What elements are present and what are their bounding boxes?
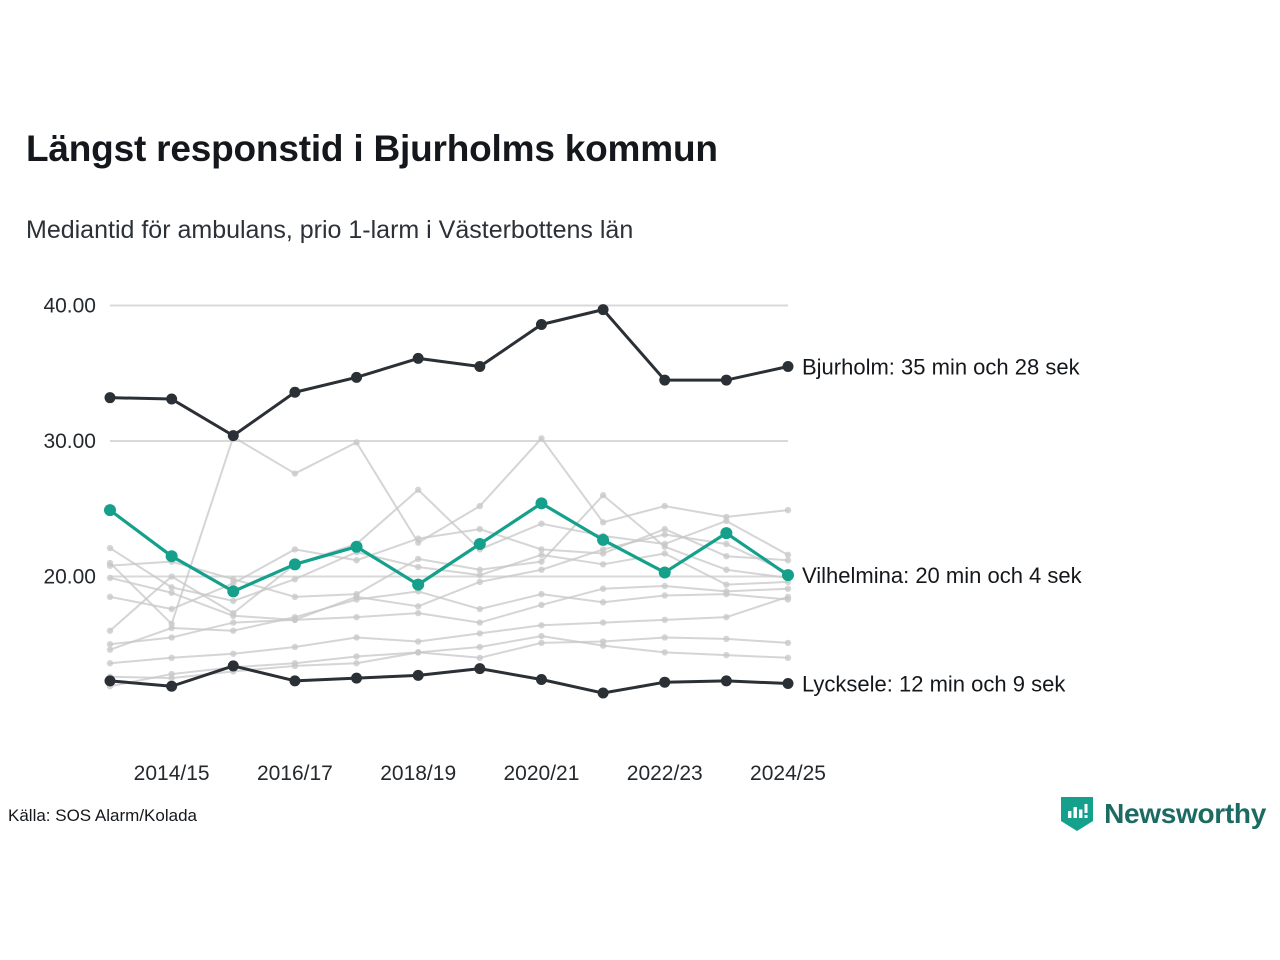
series-point (723, 614, 729, 620)
series-point (292, 470, 298, 476)
series-point (662, 503, 668, 509)
series-point (538, 622, 544, 628)
series-point (351, 541, 363, 553)
series-point (353, 439, 359, 445)
series-point (538, 633, 544, 639)
series-point (600, 561, 606, 567)
series-point (785, 640, 791, 646)
series-point (415, 649, 421, 655)
series-point (785, 655, 791, 661)
series-line (110, 503, 788, 591)
series-point (415, 487, 421, 493)
chart-canvas (0, 270, 1280, 790)
series-point (413, 670, 424, 681)
y-axis-tick-label: 20.00 (43, 565, 96, 589)
series-point (659, 375, 670, 386)
series-point (292, 594, 298, 600)
series-point (477, 606, 483, 612)
series-point (723, 652, 729, 658)
series-point (662, 544, 668, 550)
series-point (353, 660, 359, 666)
series-point (415, 535, 421, 541)
series-point (600, 550, 606, 556)
series-annotation-label: Bjurholm: 35 min och 28 sek (802, 354, 1080, 380)
series-point (600, 599, 606, 605)
series-point (785, 596, 791, 602)
series-point (166, 550, 178, 562)
series-point (168, 606, 174, 612)
series-point (597, 534, 609, 546)
y-axis-tick-label: 30.00 (43, 430, 96, 454)
series-point (412, 579, 424, 591)
series-point (723, 553, 729, 559)
series-line (110, 636, 788, 686)
series-point (720, 527, 732, 539)
series-point (538, 567, 544, 573)
series-point (723, 518, 729, 524)
series-point (351, 673, 362, 684)
series-point (107, 594, 113, 600)
series-point (477, 572, 483, 578)
series-point (166, 681, 177, 692)
series-point (415, 556, 421, 562)
brand-name: Newsworthy (1104, 798, 1266, 829)
series-point (477, 526, 483, 532)
series-point (289, 387, 300, 398)
series-point (477, 655, 483, 661)
series-point (292, 576, 298, 582)
series-point (662, 550, 668, 556)
series-point (723, 636, 729, 642)
series-point (230, 651, 236, 657)
series-point (538, 558, 544, 564)
series-point (168, 655, 174, 661)
series-point (228, 430, 239, 441)
series-point (783, 361, 794, 372)
series-point (538, 591, 544, 597)
series-point (600, 492, 606, 498)
bar-chart-badge-icon (1059, 795, 1095, 833)
series-point (353, 614, 359, 620)
series-point (659, 677, 670, 688)
series-point (474, 361, 485, 372)
series-point (662, 634, 668, 640)
series-point (104, 504, 116, 516)
page-title: Längst responstid i Bjurholms kommun (26, 128, 718, 169)
series-point (783, 678, 794, 689)
series-point (598, 304, 609, 315)
series-point (168, 625, 174, 631)
series-point (723, 541, 729, 547)
series-point (230, 613, 236, 619)
series-point (659, 566, 671, 578)
series-point (662, 526, 668, 532)
series-point (230, 619, 236, 625)
series-annotation-label: Vilhelmina: 20 min och 4 sek (802, 563, 1082, 589)
series-point (600, 519, 606, 525)
series-point (289, 558, 301, 570)
series-point (723, 581, 729, 587)
series-point (168, 584, 174, 590)
series-point (107, 575, 113, 581)
series-point (723, 591, 729, 597)
series-point (538, 602, 544, 608)
series-point (785, 586, 791, 592)
series-point (415, 610, 421, 616)
source-note: Källa: SOS Alarm/Kolada (8, 806, 197, 825)
series-point (662, 617, 668, 623)
series-point (289, 675, 300, 686)
series-point (292, 660, 298, 666)
x-axis-tick-label: 2018/19 (380, 762, 457, 785)
series-point (415, 564, 421, 570)
series-point (166, 394, 177, 405)
series-point (782, 569, 794, 581)
series-point (353, 596, 359, 602)
series-point (292, 614, 298, 620)
series-point (353, 653, 359, 659)
series-point (721, 675, 732, 686)
series-point (105, 675, 116, 686)
series-point (477, 644, 483, 650)
series-point (538, 435, 544, 441)
x-axis-tick-label: 2022/23 (626, 762, 703, 785)
series-point (474, 538, 486, 550)
series-point (600, 586, 606, 592)
series-point (230, 598, 236, 604)
series-point (538, 520, 544, 526)
y-axis-tick-label: 40.00 (43, 294, 96, 318)
series-point (107, 545, 113, 551)
series-point (477, 619, 483, 625)
series-point (538, 640, 544, 646)
series-point (723, 567, 729, 573)
series-point (168, 634, 174, 640)
series-point (477, 630, 483, 636)
series-point (536, 674, 547, 685)
series-point (600, 619, 606, 625)
series-point (351, 372, 362, 383)
series-point (415, 638, 421, 644)
series-point (168, 671, 174, 677)
series-point (785, 507, 791, 513)
series-point (107, 646, 113, 652)
series-point (413, 353, 424, 364)
series-point (227, 585, 239, 597)
series-point (230, 628, 236, 634)
series-point (107, 660, 113, 666)
series-point (415, 603, 421, 609)
series-point (598, 688, 609, 699)
series-point (168, 573, 174, 579)
x-axis-tick-label: 2014/15 (133, 762, 210, 785)
series-annotation-label: Lycksele: 12 min och 9 sek (802, 671, 1066, 697)
series-point (228, 660, 239, 671)
series-point (107, 562, 113, 568)
series-point (662, 583, 668, 589)
series-point (477, 579, 483, 585)
series-point (353, 557, 359, 563)
series-point (107, 628, 113, 634)
series-point (353, 634, 359, 640)
brand-logo (1059, 795, 1266, 833)
x-axis-tick-label: 2020/21 (503, 762, 580, 785)
series-point (662, 592, 668, 598)
series-line (110, 310, 788, 436)
series-point (292, 644, 298, 650)
x-axis-tick-label: 2024/25 (750, 762, 826, 785)
series-point (292, 546, 298, 552)
series-point (535, 497, 547, 509)
series-point (105, 392, 116, 403)
series-point (600, 642, 606, 648)
page-subtitle: Mediantid för ambulans, prio 1-larm i Västerbottens län (26, 216, 634, 244)
series-point (662, 649, 668, 655)
series-point (785, 557, 791, 563)
line-chart (0, 270, 1280, 790)
series-point (474, 663, 485, 674)
x-axis-tick-label: 2016/17 (256, 762, 333, 785)
series-point (538, 546, 544, 552)
series-point (721, 375, 732, 386)
series-point (536, 319, 547, 330)
series-point (477, 503, 483, 509)
